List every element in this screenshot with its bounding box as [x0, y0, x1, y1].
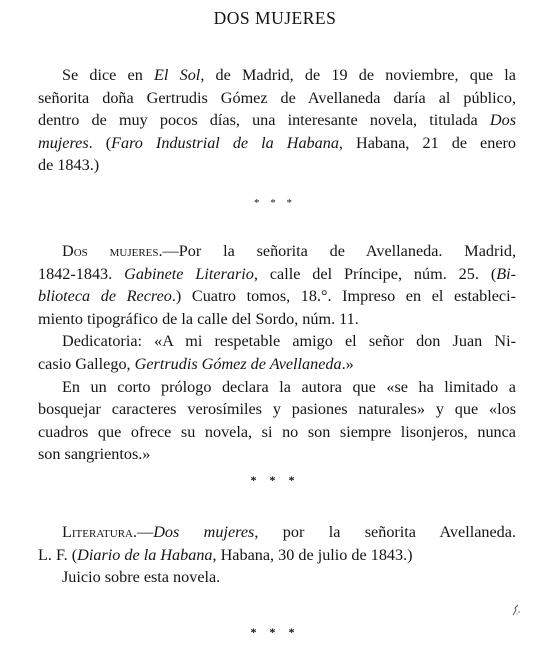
section-2-line-2 [38, 263, 516, 286]
section-2-line-6 [38, 353, 516, 376]
section-2-line-5: Dedicatoria: «A mi respetable amigo el señor don Juan Ni- [62, 332, 516, 351]
novel-title: Dos [489, 111, 516, 130]
section-1-line-1 [38, 64, 516, 87]
novel-title: mujeres [38, 133, 89, 152]
text-span: , calle del Príncipe, núm. 25. ( [253, 264, 497, 283]
entry-heading: Dos mujeres. [62, 242, 163, 260]
text-span: , por la señorita Avellaneda. [254, 523, 516, 541]
publisher-title: Gabinete Literario [124, 264, 254, 283]
newspaper-title: El Sol [154, 66, 201, 84]
text-span: , Habana, 30 de julio de 1843.) [212, 545, 413, 564]
text-span: —Por la señorita de Avellaneda. Madrid, [162, 242, 516, 260]
section-2-line-4: miento tipográfico de la calle del Sordo, núm. 11. [38, 309, 359, 328]
text-span: Se dice en [62, 66, 155, 84]
section-2 [38, 240, 516, 466]
section-1-line-5: de 1843.) [38, 156, 100, 175]
text-span: — [137, 523, 154, 541]
text-span: dentro de muy pocos días, una interesante novela, titulada [38, 111, 490, 130]
section-3-line-1 [38, 521, 516, 544]
section-2-line-10: son sangrientos.» [38, 445, 151, 464]
ink-smudge-mark [511, 603, 523, 617]
section-3 [38, 521, 516, 589]
novel-title: Dos mujeres [153, 523, 255, 541]
text-span: L. F. ( [38, 545, 78, 564]
section-2-line-9: cuadros que ofrece su novela, si no son siempre lisonjeros, nunca [38, 422, 516, 441]
section-1 [38, 64, 516, 177]
text-span: 1842-1843. [38, 264, 125, 283]
series-title: blioteca de Recreo [38, 287, 172, 306]
text-span: , de Madrid, de 19 de noviembre, que la [200, 66, 516, 84]
text-span: . ( [88, 133, 112, 152]
series-title: Bi- [496, 264, 516, 283]
entry-heading: Literatura. [62, 523, 138, 541]
text-span: .) Cuatro tomos, 18.°. Impreso en el estableci- [171, 287, 516, 306]
text-span: , Habana, 21 de enero [338, 133, 516, 152]
separator-3: * * * [250, 625, 300, 639]
section-1-line-4 [38, 132, 516, 155]
page-title: DOS MUJERES [213, 8, 337, 28]
section-2-line-8: bosquejar caracteres verosímiles y pasiones naturales» y que «los [38, 400, 516, 419]
author-signature: Gertrudis Gómez de Avellaneda [134, 354, 342, 373]
text-span: casio Gallego, [38, 354, 135, 373]
section-2-line-3 [38, 285, 516, 308]
section-2-line-7: En un corto prólogo declara la autora que «se ha limitado a [62, 377, 516, 396]
section-3-line-2 [38, 544, 516, 567]
text-span: .» [341, 354, 354, 373]
source-title: Diario de la Habana [77, 545, 213, 564]
section-1-line-3 [38, 109, 516, 132]
section-2-line-1 [38, 240, 516, 263]
section-3-line-3: Juicio sobre esta novela. [62, 568, 221, 587]
section-1-line-2: señorita doña Gertrudis Gómez de Avellaneda daría al público, [38, 88, 516, 107]
source-title: Faro Industrial de la Habana [111, 133, 339, 152]
separator-2: * * * [250, 473, 300, 487]
separator-1: * * * [254, 197, 296, 209]
